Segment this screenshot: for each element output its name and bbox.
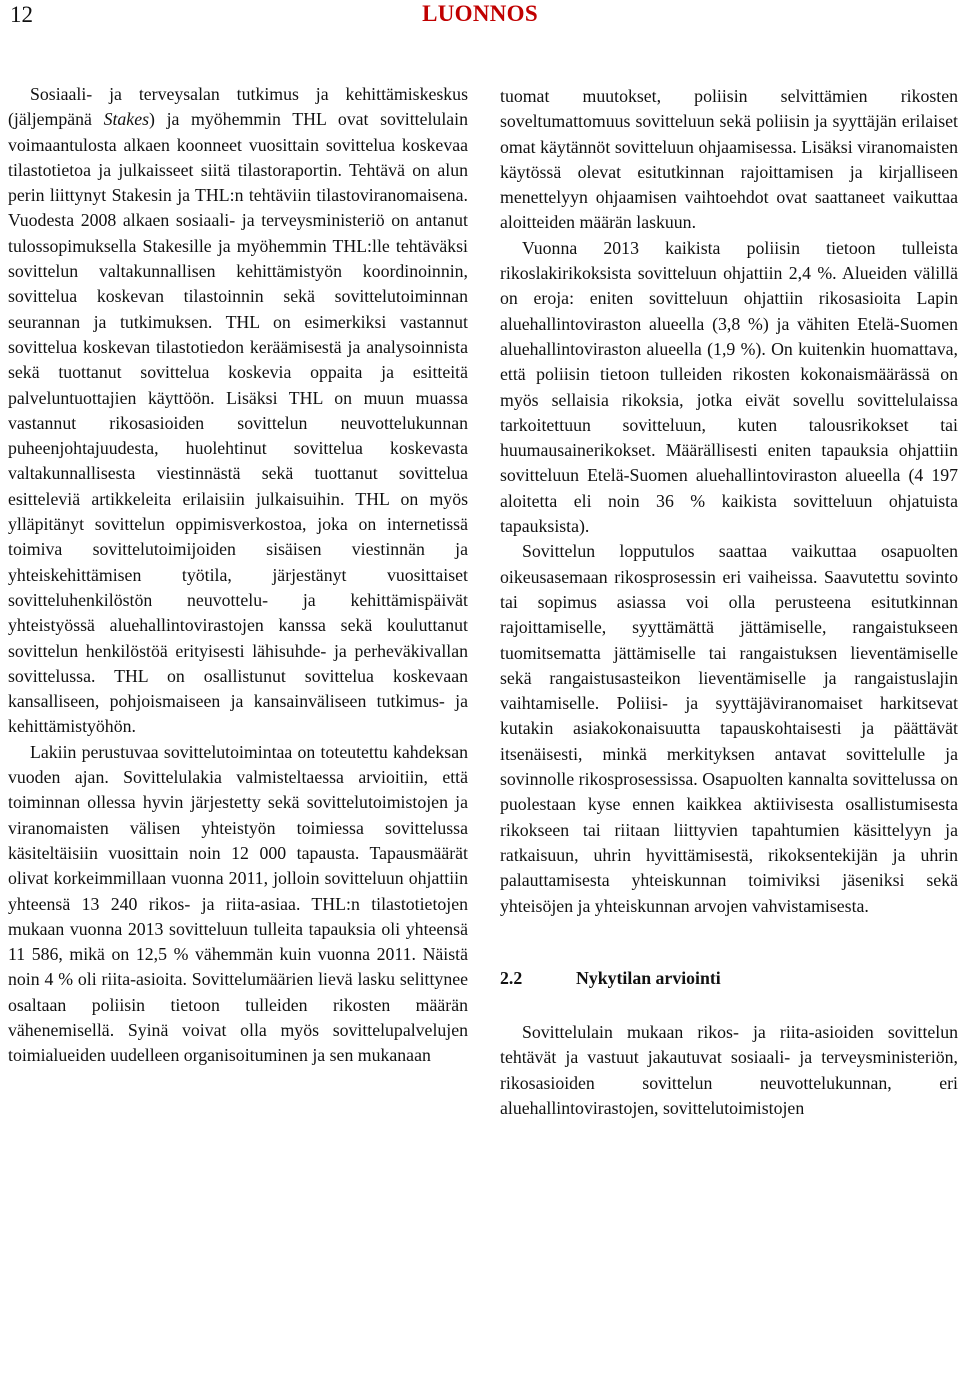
section-title: Nykytilan arviointi (576, 967, 721, 988)
section-heading (500, 966, 958, 991)
page-header (0, 0, 960, 40)
paragraph-regional-differences: Vuonna 2013 kaikista poliisin tietoon tulleista rikoslakirikoksista sovitteluun ohjattiin 2,4 %. Alueiden välillä on eroja: eniten sovitteluun ohjattiin rikosasioita Lapin aluehallintoviraston alueella (3,8 %) ja vähiten Etelä-Suomen aluehallintoviraston alueella (1,9 %). On kuitenkin huomattava, että poliisin tietoon tulleiden rikosten kokonaismäärässä on myös sellaisia rikoksia, jotka eivät sovellu sovittelulaissa tarkoitettuun sovitteluun, kuten talousrikokset tai huumausainerikokset. Määrällisesti eniten tapauksia ohjattiin sovitteluun Etelä-Suomen aluehallintoviraston alueella (4 197 aloitetta eli noin 36 % kaikista sovitteluun ohjatuista tapauksista). (500, 237, 958, 537)
paragraph-responsibilities: Sovittelulain mukaan rikos- ja riita-asioiden sovittelun tehtävät ja vastuut jakautuvat sosiaali- ja terveysministeriön, rikosasioiden sovittelun neuvottelukunnan, eri aluehallintovirastojen, sovittelutoimistojen (500, 1022, 958, 1118)
paragraph-thl-statistics (8, 82, 468, 740)
right-column (500, 84, 958, 1121)
stakes-abbreviation: Stakes (103, 109, 150, 130)
paragraph-case-volumes: Lakiin perustuvaa sovittelutoimintaa on toteutettu kahdeksan vuoden ajan. Sovittelulakia valmisteltaessa arvioitiin, että toiminnan ollessa hyvin järjestetty sekä sovittelutoimistojen ja viranomaisten välisen yhteistyön toimiessa sovittelussa käsiteltäisiin vuosittain noin 12 000 tapausta. Tapausmäärät olivat korkeimmillaan vuonna 2011, jolloin sovitteluun ohjattiin yhteensä 13 240 rikos- ja riita-asiaa. THL:n tilastotietojen mukaan vuonna 2013 sovitteluun tulleita tapauksia oli yhteensä 11 586, mikä on 12,5 % vähemmän kuin vuonna 2011. Näistä noin 4 % oli riita-asioita. Sovittelumäärien lievä lasku selittynee osaltaan poliisin tietoon tulleiden rikosten määrän vähenemisellä. Syinä voivat olla myös sovittelupalvelujen toimialueiden uudelleen organisoituminen ja sen mukanaan (8, 741, 468, 1066)
running-title: LUONNOS (422, 1, 538, 26)
section-number: 2.2 (500, 967, 523, 988)
paragraph-outcome-effects: Sovittelun lopputulos saattaa vaikuttaa osapuolten oikeusasemaan rikosprosessin eri vaiheissa. Saavutettu sovinto tai sopimus asiassa voi olla perusteena esitutkinnan rajoittamiselle, syyttämättä jättämiselle, rangaistukseen tuomitsematta jättämiselle tai rangaistuksen lieventämiselle sekä rangaistusasteikon lieventämiselle ja rangaistuslajin vaihtamiselle. Poliisi- ja syyttäjäviranomaiset harkitsevat kutakin asiakokonaisuutta tapauskohtaisesti ja päättävät itsenäisesti, minkä merkityksen antavat sovittelulle ja sovinnolle rikosprosessissa. Osapuolten kannalta sovittelussa on puolestaan kyse ennen kaikkea aktiivisesta osallistumisesta rikokseen tai riitaan liittyvien tapahtumien käsittelyyn ja ratkaisuun, uhrin hyvittämisestä, rikoksentekijän ja uhrin palauttamisesta yhteiskunnan toimiviksi jäseniksi sekä yhteisöjen ja yhteiskunnan arvojen vahvistamisesta. (500, 541, 958, 916)
left-column (8, 82, 468, 1069)
paragraph-continuation: tuomat muutokset, poliisin selvittämien rikosten soveltumattomuus sovitteluun sekä poliisin ja syyttäjän erilaiset omat käytännöt sovitteluun ohjaamisessa. Lisäksi viranomaisten käytössä olevat esitutkinnan rajoittamisen ja kirjalliseen menettelyyn ohjaamisen vaihtoehdot ovat saattaneet vaikuttaa aloitteiden määrän laskuun. (500, 86, 958, 233)
paragraph-text: ) ja myöhemmin THL ovat sovittelulain voimaantulosta alkaen koonneet vuosittain sovittelua koskevaa tilastotietoa ja julkaisseet siitä tilastoraportin. Tehtävä on alun perin liittynyt Stakesin ja THL:n tehtäviin tilastoviranomaisena. Vuodesta 2008 alkaen sosiaali- ja terveysministeriö on antanut tulossopimuksella Stakesille ja myöhemmin THL:lle tehtäväksi sovittelun valtakunnallisen kehittämistyön koordinoinnin, sovittelua koskevan tilastoinnin sekä sovittelutoiminnan seurannan ja tutkimuksen. THL on esimerkiksi vastannut sovittelua koskevan tilastotiedon keräämisestä ja analysoinnista sekä tuottanut sovittelua koskevia oppaita ja esitteitä palveluntuottajien käyttöön. Lisäksi THL on muun muassa vastannut rikosasioiden sovittelun neuvottelukunnan puheenjohtajuudesta, huolehtinut sovittelua koskevasta valtakunnallisesta viestinnästä sekä tuottanut sovittelua esitteleviä artikkeleita erilaisiin julkaisuihin. THL on myös ylläpitänyt sovittelun oppimisverkostoa, joka on internetissä toimiva sovittelutoimijoiden sisäisen viestinnän ja yhteiskehittämisen työtila, järjestänyt vuosittaiset sovitteluhenkilöstön neuvottelu- ja kehittämispäivät yhteistyössä aluehallintovirastojen kanssa sekä kouluttanut sovittelun henkilöstöä erityisesti lähisuhde- ja perheväkivallan sovittelussa. THL on osallistunut sovittelua koskevaan kansalliseen, pohjoismaiseen ja kansainväliseen tutkimus- ja kehittämistyöhön. (8, 109, 468, 737)
paragraph-text: Sosiaali- ja terveysalan tutkimus ja kehittämiskeskus (jäljempänä (8, 84, 468, 130)
page-number: 12 (10, 2, 33, 27)
